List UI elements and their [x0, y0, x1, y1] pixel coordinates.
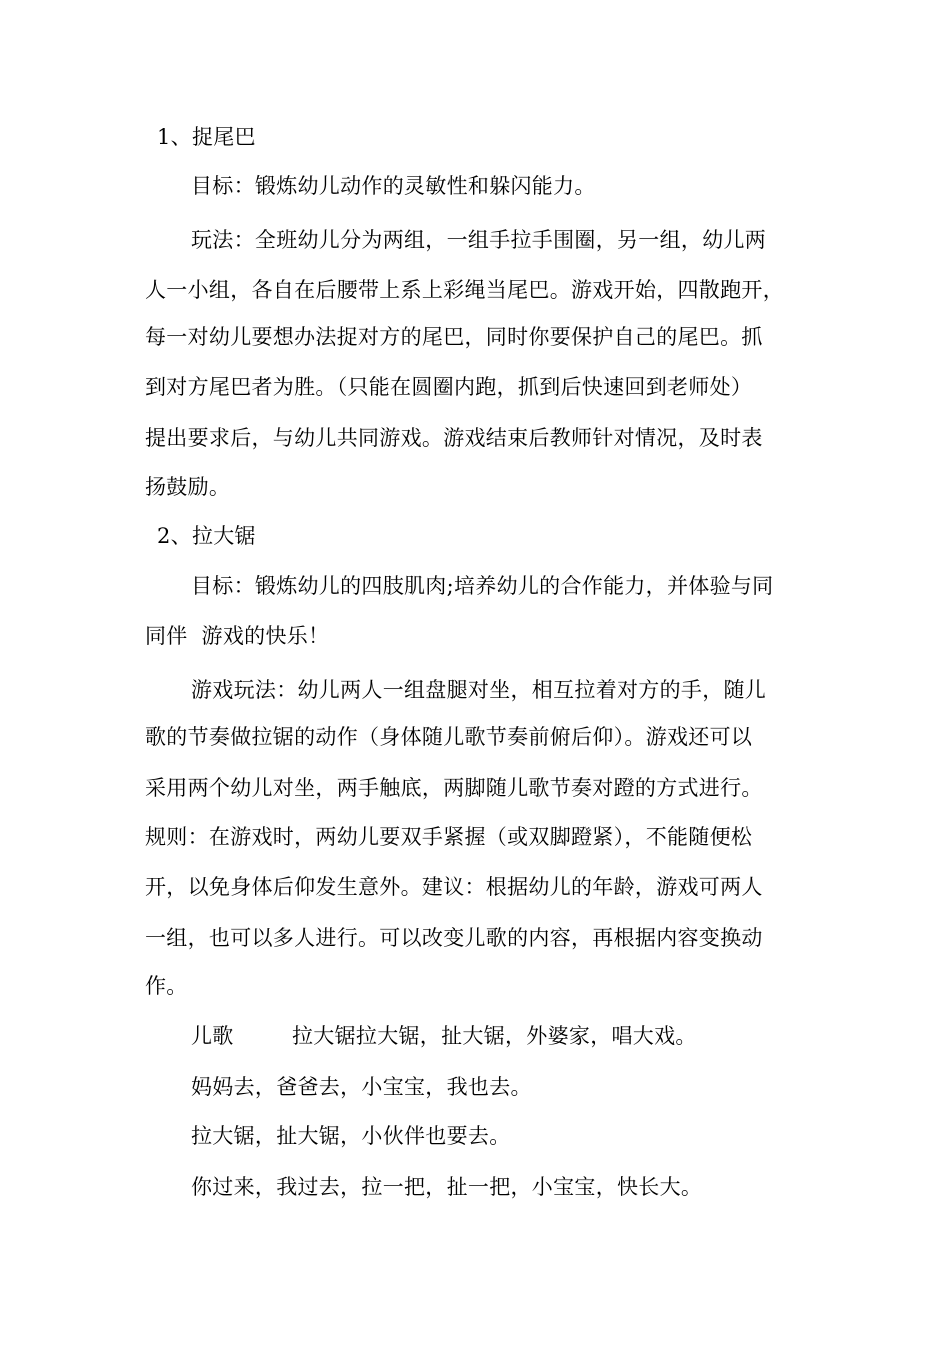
section2-goal-line-2: 同伴 游戏的快乐！	[145, 624, 330, 648]
section1-play-line-6: 扬鼓励。	[145, 475, 231, 499]
section2-play-line-7: 作。	[145, 974, 188, 998]
song-line-1: 拉大锯拉大锯，扯大锯，外婆家，唱大戏。	[292, 1024, 697, 1048]
section1-play-line-4: 到对方尾巴者为胜。（只能在圆圈内跑，抓到后快速回到老师处）	[145, 375, 753, 399]
section2-play-line-2: 歌的节奏做拉锯的动作（身体随儿歌节奏前俯后仰）。游戏还可以	[145, 725, 753, 749]
section1-goal: 目标：锻炼幼儿动作的灵敏性和躲闪能力。	[191, 174, 596, 198]
section2-play-line-3: 采用两个幼儿对坐，两手触底，两脚随儿歌节奏对蹬的方式进行。	[145, 776, 763, 800]
section1-play-line-3: 每一对幼儿要想办法捉对方的尾巴，同时你要保护自己的尾巴。抓	[145, 325, 763, 349]
section2-heading: 2、拉大锯	[157, 524, 256, 548]
song-line-2: 妈妈去，爸爸去，小宝宝，我也去。	[191, 1075, 532, 1099]
section2-play-line-5: 开，以免身体后仰发生意外。建议：根据幼儿的年龄，游戏可两人	[145, 875, 763, 899]
section1-play-line-2: 人一小组，各自在后腰带上系上彩绳当尾巴。游戏开始，四散跑开，	[145, 278, 784, 302]
section2-play-line-4: 规则：在游戏时，两幼儿要双手紧握（或双脚蹬紧），不能随便松	[145, 825, 753, 849]
section2-play-line-6: 一组，也可以多人进行。可以改变儿歌的内容，再根据内容变换动	[145, 926, 763, 950]
section1-play-line-5: 提出要求后，与幼儿共同游戏。游戏结束后教师针对情况，及时表	[145, 426, 763, 450]
section1-play-line-1: 玩法：全班幼儿分为两组，一组手拉手围圈，另一组，幼儿两	[191, 228, 767, 252]
song-label: 儿歌	[191, 1024, 234, 1048]
song-line-3: 拉大锯，扯大锯，小伙伴也要去。	[191, 1124, 511, 1148]
section1-heading: 1、捉尾巴	[157, 125, 256, 149]
song-line-4: 你过来，我过去，拉一把，扯一把，小宝宝，快长大。	[191, 1175, 703, 1199]
section2-goal-line-1: 目标：锻炼幼儿的四肢肌肉;培养幼儿的合作能力，并体验与同	[191, 574, 774, 598]
section2-play-line-1: 游戏玩法：幼儿两人一组盘腿对坐，相互拉着对方的手，随儿	[191, 678, 767, 702]
